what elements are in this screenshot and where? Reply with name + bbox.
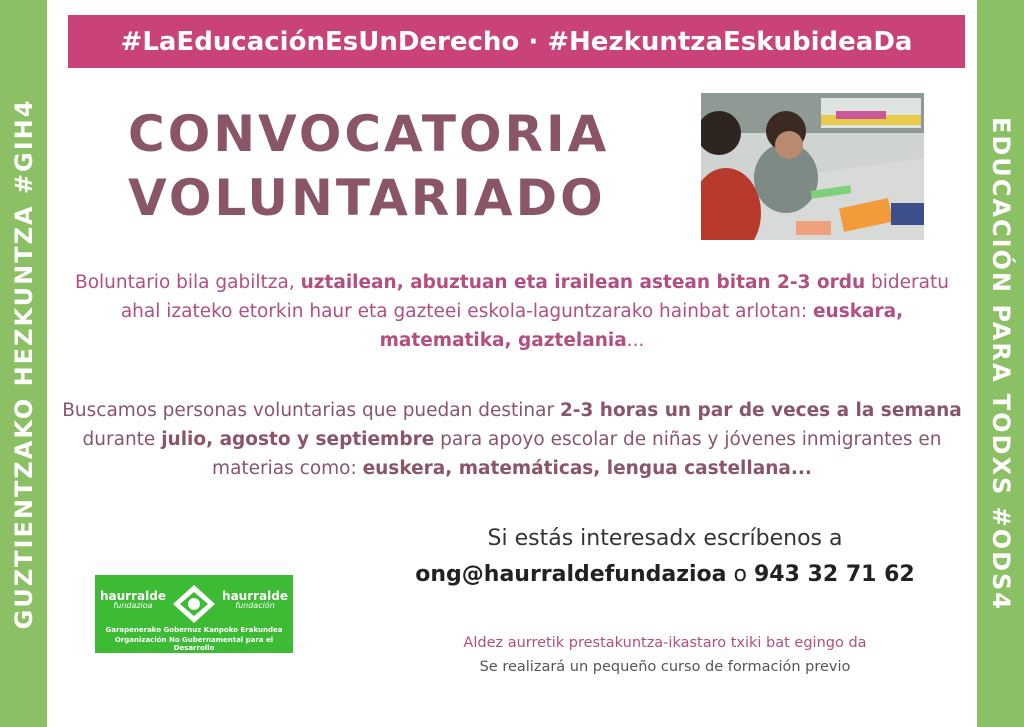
es-text-2: durante (82, 429, 162, 450)
castellano-paragraph (60, 396, 964, 483)
left-vertical-text: GUZTIENTZAKO HEZKUNTZA #GIH4 (9, 98, 38, 629)
photo-illustration (701, 93, 924, 240)
es-bold-3: euskera, matemáticas, lengua castellana... (362, 458, 812, 479)
eu-text-2: bideratu ahal izateko etorkin haur eta gazteei eskola-laguntzarako hainbat arlotan: (120, 272, 949, 322)
right-sidebar (977, 0, 1024, 727)
eu-bold-2: euskara, matematika, gaztelania (379, 301, 904, 351)
eu-bold-1: uztailean, abuztuan eta irailean astean bitan 2-3 ordu (300, 272, 866, 293)
logo-brand-left-sub: fundazioa (113, 601, 153, 610)
hashtag-banner: #LaEducaciónEsUnDerecho · #HezkuntzaEskubideaDa (68, 15, 965, 68)
eu-text-3: ... (626, 330, 645, 351)
contact-phone[interactable]: 943 32 71 62 (753, 562, 915, 587)
logo-brand-right (222, 589, 288, 610)
title-line-1: CONVOCATORIA (128, 105, 610, 163)
haurralde-logo (95, 575, 293, 653)
es-bold-2: julio, agosto y septiembre (161, 429, 435, 450)
es-text-1: Buscamos personas voluntarias que puedan destinar (62, 400, 560, 421)
es-bold-1: 2-3 horas un par de veces a la semana (559, 400, 962, 421)
logo-brand-right-sub: fundación (235, 601, 275, 610)
volunteers-photo (701, 93, 924, 240)
contact-or: o (726, 562, 754, 587)
left-sidebar (0, 0, 47, 727)
logo-brand-left (100, 589, 166, 610)
logo-emblem-icon (171, 583, 217, 625)
euskara-paragraph (60, 268, 964, 355)
note-castellano: Se realizará un pequeño curso de formación previo (479, 659, 851, 675)
title-line-2: VOLUNTARIADO (128, 169, 606, 227)
contact-details (360, 562, 970, 587)
logo-brand-left-name: haurralde (100, 589, 166, 603)
logo-brand-right-name: haurralde (222, 589, 288, 603)
contact-intro: Si estás interesadx escríbenos a (487, 526, 843, 551)
logo-subtitle-eu: Garapenerako Gobernuz Kanpoko Erakundea (105, 626, 283, 634)
note-euskara: Aldez aurretik prestakuntza-ikastaro txiki bat egingo da (463, 635, 867, 651)
right-vertical-text: EDUCACIÓN PARA TODXS #ODS4 (986, 116, 1015, 611)
logo-subtitle-es: Organización No Gubernamental para el Desarrollo (114, 636, 274, 652)
contact-email[interactable]: ong@haurraldefundazioa (415, 562, 727, 587)
es-text-3: para apoyo escolar de niñas y jóvenes inmigrantes en materias como: (212, 429, 942, 479)
page-title (128, 102, 609, 230)
eu-text-1: Boluntario bila gabiltza, (75, 272, 301, 293)
